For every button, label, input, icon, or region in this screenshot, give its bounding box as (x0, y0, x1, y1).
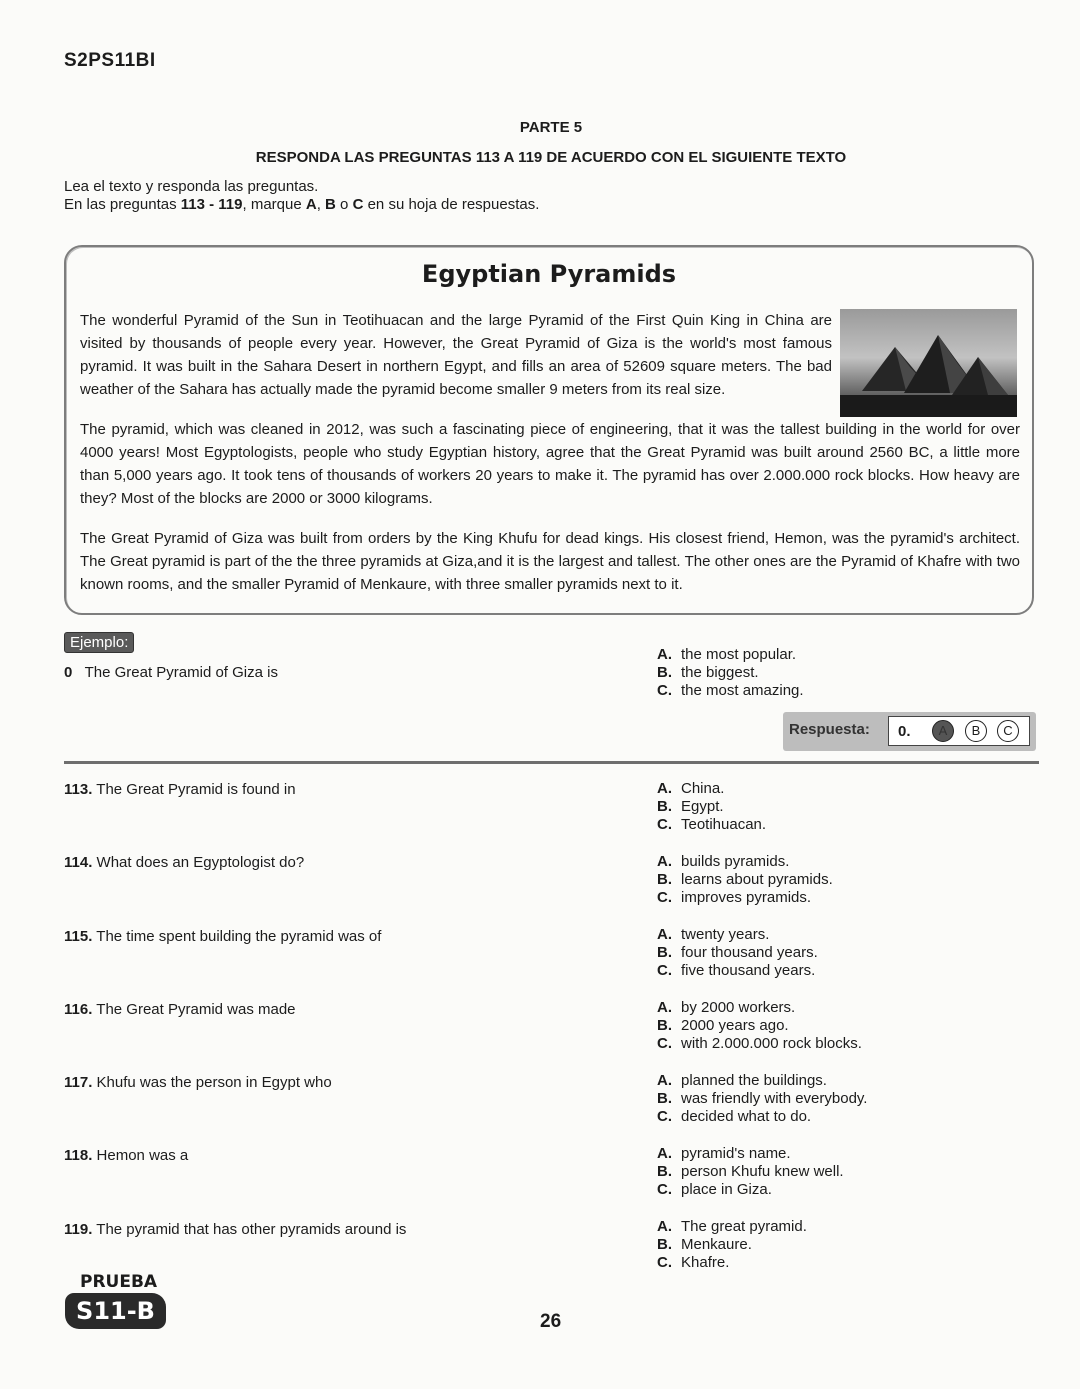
option-c: C. Khafre. (657, 1254, 730, 1272)
answer-bubble-c: C (997, 720, 1019, 742)
reading-paragraph-1: The wonderful Pyramid of the Sun in Teotihuacan and the large Pyramid of the First Quin King in China are visited by thousands of people every year. However, the Great Pyramid of Giza is the world's most famous pyramid. It was built in the Sahara Desert in northern Egypt, and fills an area of 52609 square meters. The bad weather of the Sahara has actually made the pyramid become smaller 9 meters from its real size. (80, 312, 832, 398)
option-b: B. four thousand years. (657, 944, 818, 962)
option-b: B. was friendly with everybody. (657, 1090, 868, 1108)
question-119: 119. The pyramid that has other pyramids around is (64, 1221, 407, 1238)
instructions-line-2: En las preguntas 113 - 119, marque A, B o C en su hoja de respuestas. (64, 196, 540, 213)
question-114-options (657, 853, 833, 908)
question-113: 113. The Great Pyramid is found in (64, 781, 296, 798)
section-divider (64, 761, 1039, 764)
question-115: 115. The time spent building the pyramid was of (64, 928, 382, 945)
question-119-options (657, 1218, 807, 1273)
option-a: A. The great pyramid. (657, 1218, 807, 1235)
option-c: C. improves pyramids. (657, 889, 812, 907)
section-title: PARTE 5 (519, 119, 583, 136)
question-117-options (657, 1072, 867, 1127)
option-a: A. by 2000 workers. (657, 999, 796, 1016)
answer-bubble-b: B (965, 720, 987, 742)
exam-code: S2PS11BI (64, 50, 156, 71)
answer-number: 0. (898, 723, 911, 740)
example-option-c: C. the most amazing. (657, 682, 804, 700)
answer-bubble-a: A (932, 720, 954, 742)
question-116-options (657, 999, 862, 1054)
reading-paragraph-2: The pyramid, which was cleaned in 2012, was such a fascinating piece of engineering, that it was the tallest building in the world for over 4000 years! Most Egyptologists, people who study Egyptian history, agree that the Great Pyramid was built around 2560 BC, a little more than 5,000 years ago. It took tens of thousands of workers 20 years to make it. The pyramid has over 2.000.000 rock blocks. How heavy are they? Most of the blocks are 2000 or 3000 kilograms. (80, 421, 1020, 507)
option-b: B. learns about pyramids. (657, 871, 833, 889)
page-number: 26 (540, 1311, 562, 1332)
option-a: A. China. (657, 780, 725, 797)
example-option-b: B. the biggest. (657, 664, 759, 682)
option-c: C. decided what to do. (657, 1108, 812, 1126)
question-116: 116. The Great Pyramid was made (64, 1001, 296, 1018)
option-b: B. person Khufu knew well. (657, 1163, 844, 1181)
question-114: 114. What does an Egyptologist do? (64, 854, 305, 871)
pyramids-photo-image (840, 309, 1017, 417)
instructions-line-1: Lea el texto y responda las preguntas. (64, 178, 319, 195)
answer-label: Respuesta: (789, 721, 870, 738)
option-a: A. twenty years. (657, 926, 770, 943)
option-a: A. builds pyramids. (657, 853, 790, 870)
option-a: A. pyramid's name. (657, 1145, 791, 1162)
question-117: 117. Khufu was the person in Egypt who (64, 1074, 332, 1091)
example-badge: Ejemplo: (64, 632, 134, 653)
question-118-options (657, 1145, 844, 1200)
example-option-a: A. the most popular. (657, 646, 797, 663)
question-118: 118. Hemon was a (64, 1147, 189, 1164)
option-c: C. five thousand years. (657, 962, 816, 980)
example-question: 0 The Great Pyramid of Giza is (64, 664, 278, 681)
question-113-options (657, 780, 766, 835)
option-c: C. place in Giza. (657, 1181, 772, 1199)
prueba-code-badge: S11-B (65, 1293, 166, 1329)
question-115-options (657, 926, 818, 981)
pyramids-photo (840, 309, 1017, 417)
reading-title: Egyptian Pyramids (421, 260, 677, 288)
reading-paragraph-3: The Great Pyramid of Giza was built from orders by the King Khufu for dead kings. His closest friend, Hemon, was the pyramid's architect. The Great pyramid is part of the the three pyramids at Giza,and it is the largest and tallest. The other ones are the Pyramid of Khafre with two known rooms, and the smaller Pyramid of Menkaure, with three smaller pyramids next to it. (80, 530, 1020, 593)
example-options (657, 646, 804, 701)
option-b: B. 2000 years ago. (657, 1017, 789, 1035)
option-b: B. Egypt. (657, 798, 724, 816)
instructions (64, 178, 539, 214)
option-a: A. planned the buildings. (657, 1072, 827, 1089)
prueba-label: PRUEBA (80, 1272, 158, 1292)
option-c: C. with 2.000.000 rock blocks. (657, 1035, 862, 1053)
instruction-heading: RESPONDA LAS PREGUNTAS 113 A 119 DE ACUERDO CON EL SIGUIENTE TEXTO (255, 149, 847, 166)
option-b: B. Menkaure. (657, 1236, 752, 1254)
option-c: C. Teotihuacan. (657, 816, 767, 834)
